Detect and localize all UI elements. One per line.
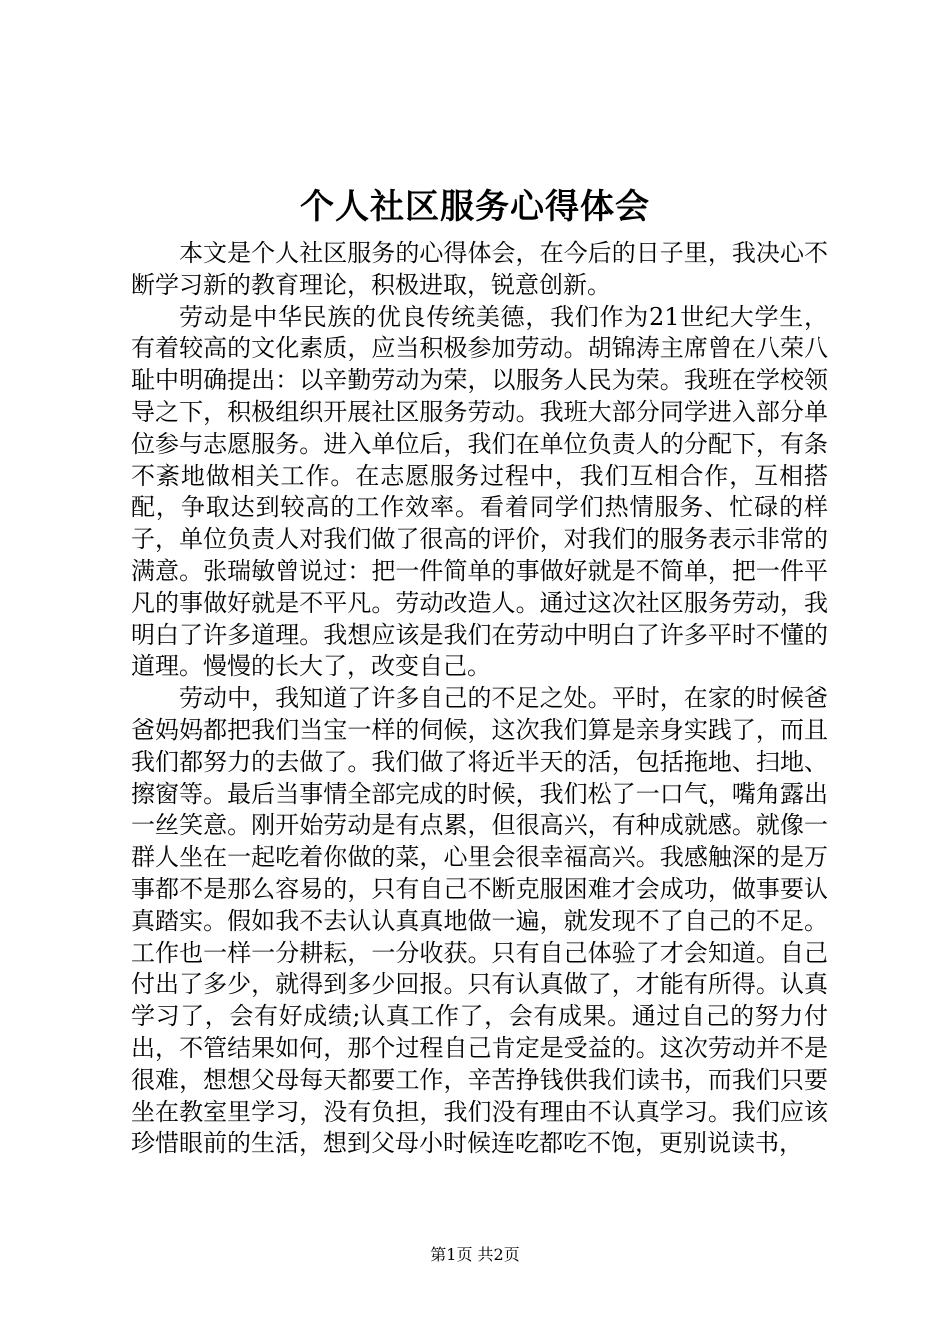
document-title: 个人社区服务心得体会 (300, 187, 650, 227)
paragraph-labor-virtue: 劳动是中华民族的优良传统美德，我们作为21世纪大学生，有着较高的文化素质，应当积极参加劳动。胡锦涛主席曾在八荣八耻中明确提出：以辛勤劳动为荣，以服务人民为荣。我班在学校领导之下，积极组织开展社区服务劳动。我班大部分同学进入部分单位参与志愿服务。进入单位后，我们在单位负责人的分配下，有条不紊地做相关工作。在志愿服务过程中，我们互相合作，互相搭配，争取达到较高的工作效率。看着同学们热情服务、忙碌的样子，单位负责人对我们做了很高的评价，对我们的服务表示非常的满意。张瑞敏曾说过：把一件简单的事做好就是不简单，把一件平凡的事做好就是不平凡。劳动改造人。通过这次社区服务劳动，我明白了许多道理。我想应该是我们在劳动中明白了许多平时不懂的道理。慢慢的长大了，改变自己。 (131, 302, 828, 681)
paragraph-reflection: 劳动中，我知道了许多自己的不足之处。平时，在家的时候爸爸妈妈都把我们当宝一样的伺候，这次我们算是亲身实践了，而且我们都努力的去做了。我们做了将近半天的活，包括拖地、扫地、擦窗等。最后当事情全部完成的时候，我们松了一口气，嘴角露出一丝笑意。刚开始劳动是有点累，但很高兴，有种成就感。就像一群人坐在一起吃着你做的菜，心里会很幸福高兴。我感触深的是万事都不是那么容易的，只有自己不断克服困难才会成功，做事要认真踏实。假如我不去认认真真地做一遍，就发现不了自己的不足。工作也一样一分耕耘，一分收获。只有自己体验了才会知道。自己付出了多少，就得到多少回报。只有认真做了，才能有所得。认真学习了，会有好成绩;认真工作了，会有成果。通过自己的努力付出，不管结果如何，那个过程自己肯定是受益的。这次劳动并不是很难，想想父母每天都要工作，辛苦挣钱供我们读书，而我们只要坐在教室里学习，没有负担，我们没有理由不认真学习。我们应该珍惜眼前的生活，想到父母小时候连吃都吃不饱，更别说读书， (131, 684, 828, 1158)
page-number: 第1页 共2页 (430, 1245, 520, 1264)
document-body (131, 238, 828, 1160)
paragraph-intro: 本文是个人社区服务的心得体会，在今后的日子里，我决心不断学习新的教育理论，积极进取，锐意创新。 (131, 239, 828, 299)
